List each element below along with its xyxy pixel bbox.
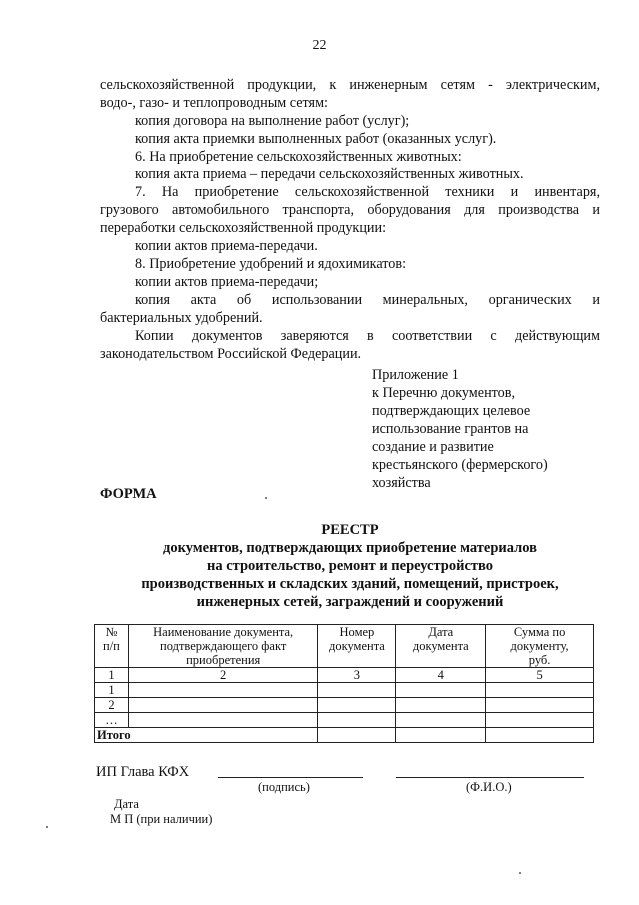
title-line: производственных и складских зданий, помещений, пристроек, <box>141 576 559 592</box>
table-cell: 1 <box>95 668 129 683</box>
appendix-line: Приложение 1 <box>372 367 459 383</box>
registry-table <box>94 624 594 743</box>
table-cell: … <box>95 713 129 728</box>
table-cell: 2 <box>128 668 318 683</box>
body-line: 8. Приобретение удобрений и ядохимикатов: <box>135 256 407 272</box>
header-text: руб. <box>528 653 551 667</box>
stamp-label: М П (при наличии) <box>110 812 213 826</box>
table-cell <box>128 683 318 698</box>
table-row <box>95 713 594 728</box>
name-line <box>396 777 584 778</box>
header-text: Дата <box>428 625 454 639</box>
table-cell <box>396 728 486 743</box>
header-text: документа <box>328 639 385 653</box>
header-text: п/п <box>103 639 120 653</box>
scan-speck <box>519 872 521 874</box>
table-cell <box>128 698 318 713</box>
table-row <box>95 698 594 713</box>
column-numbering-row <box>95 668 594 683</box>
table-cell <box>396 713 486 728</box>
header-document-name <box>128 625 318 668</box>
page-number: 22 <box>312 38 327 53</box>
body-line: копия акта приемки выполненных работ (оказанных услуг). <box>135 131 497 147</box>
body-line: копии актов приема-передачи; <box>135 274 319 290</box>
body-line: Копии документов заверяются в соответствии с действующим <box>135 328 600 344</box>
header-text: подтверждающего факт <box>160 639 287 653</box>
forma-label: ФОРМА <box>100 486 157 502</box>
body-line: водо-, газо- и теплопроводным сетям: <box>100 95 328 111</box>
signature-line <box>218 777 363 778</box>
header-number <box>95 625 129 668</box>
body-line: копии актов приема-передачи. <box>135 238 318 254</box>
table-cell <box>318 713 396 728</box>
total-row <box>95 728 594 743</box>
scan-speck <box>46 826 48 828</box>
header-text: № <box>105 625 118 639</box>
registry-title <box>80 521 620 611</box>
total-label: Итого <box>95 728 318 743</box>
table-row <box>95 683 594 698</box>
header-document-sum <box>486 625 594 668</box>
body-line: сельскохозяйственной продукции, к инженерным сетям - электрическим, <box>100 77 600 93</box>
table-cell <box>128 713 318 728</box>
table-cell <box>396 698 486 713</box>
body-line: бактериальных удобрений. <box>100 310 263 326</box>
appendix-note <box>372 366 602 492</box>
header-document-number <box>318 625 396 668</box>
table-cell <box>486 683 594 698</box>
body-line: грузового автомобильного транспорта, оборудования для производства и <box>100 202 600 218</box>
table-header-row <box>95 625 594 668</box>
appendix-line: крестьянского (фермерского) <box>372 457 548 473</box>
header-text: Номер <box>339 625 375 639</box>
table-cell <box>486 698 594 713</box>
table-cell: 4 <box>396 668 486 683</box>
header-text: приобретения <box>186 653 261 667</box>
signature-caption: (подпись) <box>258 780 310 794</box>
name-caption: (Ф.И.О.) <box>466 780 512 794</box>
body-line: переработки сельскохозяйственной продукции: <box>100 220 387 236</box>
table-cell: 3 <box>318 668 396 683</box>
body-line: копия договора на выполнение работ (услуг); <box>135 113 410 129</box>
table-cell: 1 <box>95 683 129 698</box>
table-cell <box>318 698 396 713</box>
title-line: на строительство, ремонт и переустройство <box>207 558 493 574</box>
scan-speck <box>265 497 267 499</box>
body-line: копия акта об использовании минеральных, органических и <box>135 292 600 308</box>
signature-label: ИП Глава КФХ <box>96 764 190 780</box>
body-line: 7. На приобретение сельскохозяйственной техники и инвентаря, <box>135 184 600 200</box>
title-line: РЕЕСТР <box>321 522 379 538</box>
date-label: Дата <box>114 797 139 811</box>
appendix-line: хозяйства <box>372 475 431 491</box>
header-text: документа <box>412 639 469 653</box>
appendix-line: подтверждающих целевое <box>372 403 531 419</box>
body-line: законодательством Российской Федерации. <box>100 346 362 362</box>
table-cell <box>486 728 594 743</box>
table-cell: 5 <box>486 668 594 683</box>
appendix-line: использование грантов на <box>372 421 529 437</box>
table-cell <box>318 683 396 698</box>
table-cell <box>318 728 396 743</box>
appendix-line: к Перечню документов, <box>372 385 516 401</box>
title-line: инженерных сетей, заграждений и сооружений <box>196 594 504 610</box>
table-cell <box>396 683 486 698</box>
body-line: копия акта приема – передачи сельскохозяйственных животных. <box>135 166 524 182</box>
header-text: Наименование документа, <box>153 625 294 639</box>
appendix-line: создание и развитие <box>372 439 494 455</box>
table-cell <box>486 713 594 728</box>
table-cell: 2 <box>95 698 129 713</box>
header-document-date <box>396 625 486 668</box>
header-text: Сумма по <box>513 625 566 639</box>
body-line: 6. На приобретение сельскохозяйственных животных: <box>135 149 462 165</box>
title-line: документов, подтверждающих приобретение материалов <box>163 540 537 556</box>
header-text: документу, <box>510 639 569 653</box>
